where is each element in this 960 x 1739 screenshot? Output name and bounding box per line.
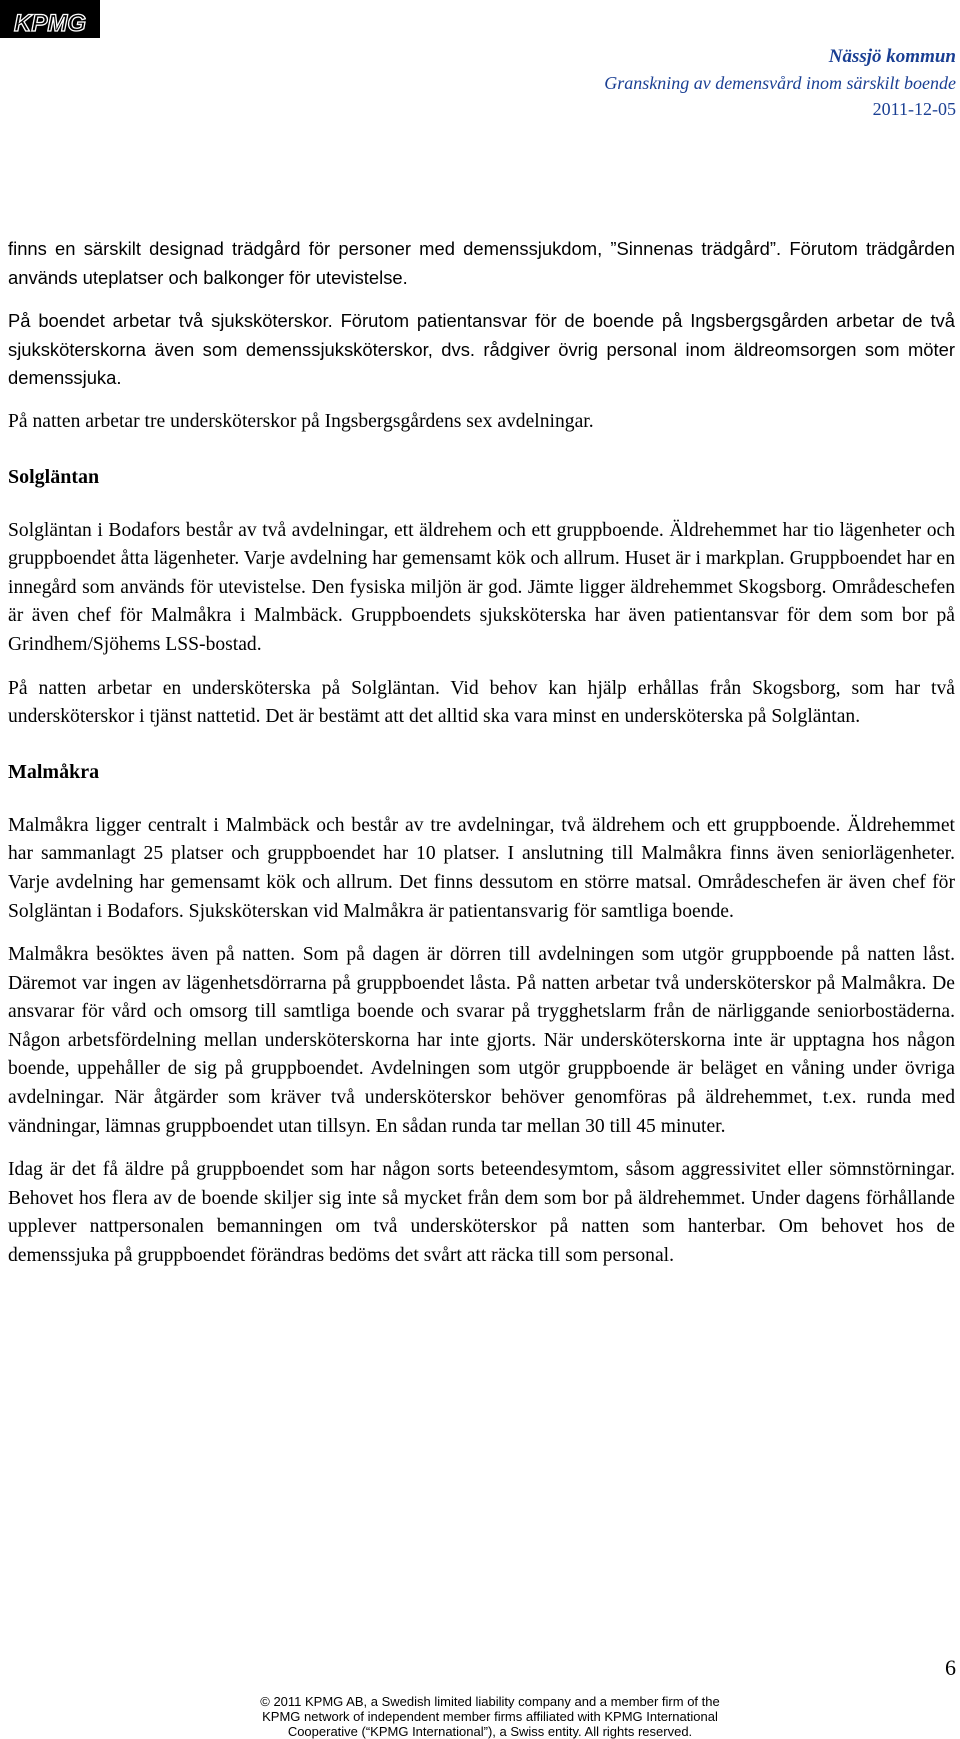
section-heading-solglantan: Solgläntan — [8, 465, 100, 488]
kpmg-logo-mark — [2, 2, 98, 36]
paragraph: Malmåkra besöktes även på natten. Som på dagen är dörren till avdelningen som utgör gruppboende på natten låst. Däremot var ingen av lägenhetsdörrarna på gruppboendet låsta. På natten arbetar två undersköterskor på Malmåkra. De ansvarar för vård och omsorg till samtliga boende och svarar på trygghetslarm från de närliggande seniorbostäderna. Någon arbetsfördelning mellan undersköterskorna har inte gjorts. När undersköterskorna inte är upptagna hos någon boende, uppehåller de sig på gruppboendet. Avdelningen som utgör gruppboende är beläget en våning under övriga avdelningar. När åtgärder som kräver två undersköterskor behöver genomföras på äldrehemmet, t.ex. runda med vändningar, lämnas gruppboendet utan tillsyn. En sådan runda tar mellan 30 till 45 minuter. — [8, 944, 955, 1137]
copyright-footer — [190, 1694, 790, 1739]
paragraph: Solgläntan i Bodafors består av två avdelningar, ett äldrehem och ett gruppboende. Äldrehemmet har tio lägenheter och gruppboendet åtta lägenheter. Varje avdelning har gemensamt kök och allrum. Huset är i markplan. Gruppboendet har en innegård som används för utevistelse. Den fysiska miljön är god. Jämte ligger äldrehemmet Skogsborg. Områdeschefen är även chef för Malmåkra i Malmbäck. Gruppboendets sjuksköterska har även patientansvar för dem som bor på Grindhem/Sjöhems LSS-bostad. — [8, 519, 955, 655]
footer-line: KPMG network of independent member firms affiliated with KPMG International — [262, 1709, 718, 1724]
report-title: Granskning av demensvård inom särskilt boende — [604, 73, 956, 93]
document-body — [8, 235, 955, 1271]
page-number: 6 — [945, 1655, 956, 1680]
paragraph: Idag är det få äldre på gruppboendet som har någon sorts beteendesymtom, såsom aggressivitet eller sömnstörningar. Behovet hos flera av de boende skiljer sig inte så mycket från dem som bor på äldrehemmet. Under dagens förhållande upplever nattpersonalen bemanningen om två undersköterskor på natten som hanterbar. Om behovet hos de demenssjuka på gruppboendet förändras bedöms det svårt att räcka till som personal. — [8, 1159, 955, 1267]
section-heading-malmakra: Malmåkra — [8, 760, 100, 783]
logo-text: KPMG — [14, 10, 86, 36]
intro-block — [8, 235, 955, 393]
page-header — [604, 44, 956, 122]
footer-line: © 2011 KPMG AB, a Swedish limited liability company and a member firm of the — [260, 1694, 720, 1709]
paragraph: På natten arbetar en undersköterska på Solgläntan. Vid behov kan hjälp erhållas från Skogsborg, som har två undersköterskor i tjänst nattetid. Det är bestämt att det alltid ska vara minst en undersköterska på Solgläntan. — [8, 677, 955, 728]
paragraph: Malmåkra ligger centralt i Malmbäck och består av tre avdelningar, två äldrehem och ett gruppboende. Äldrehemmet har sammanlagt 25 platser och gruppboendet har 10 platser. I anslutning till Malmåkra finns även seniorlägenheter. Varje avdelning har gemensamt kök och allrum. Det finns dessutom en större matsal. Områdeschefen är även chef för Solgläntan i Bodafors. Sjuksköterskan vid Malmåkra är patientansvarig för samtliga boende. — [8, 814, 955, 922]
paragraph: På boendet arbetar två sjuksköterskor. Förutom patientansvar för de boende på Ingsbergsgården arbetar de två sjuksköterskorna även som demenssjuksköterskor, dvs. rådgiver övrig personal inom äldreomsorgen som möter demenssjuka. — [8, 310, 955, 389]
municipality-name: Nässjö kommun — [828, 46, 956, 67]
kpmg-logo — [0, 0, 100, 38]
report-date: 2011-12-05 — [872, 99, 956, 119]
paragraph: På natten arbetar tre undersköterskor på Ingsbergsgårdens sex avdelningar. — [8, 410, 594, 432]
paragraph: finns en särskilt designad trädgård för personer med demenssjukdom, ”Sinnenas trädgård”. Förutom trädgården används uteplatser och balkonger för utevistelse. — [8, 238, 955, 288]
footer-line: Cooperative (“KPMG International”), a Swiss entity. All rights reserved. — [287, 1724, 693, 1739]
